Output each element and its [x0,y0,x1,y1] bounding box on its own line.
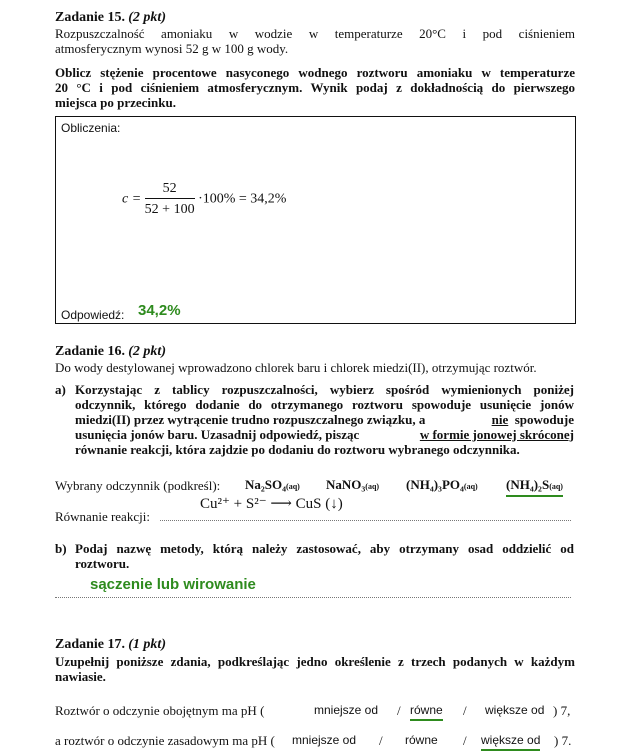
part-a-line3-pre: miedzi(II) przez wytrącenie trudno rozpuszczalnego związku, a [75,412,426,427]
reagent-nano3-formula: NaNO₃ [326,477,366,492]
part-a-line2: odczynnik, którego dodanie do otrzymanego roztworu spowoduje usunięcie jonów [75,397,574,412]
reagent-label: Wybrany odczynnik (podkreśl): [55,478,221,493]
task16-intro: Do wody destylowanej wprowadzono chlorek baru i chlorek miedzi(II), otrzymując roztwór. [55,360,537,375]
part-a-line3-nie: nie [491,412,509,427]
answer-value: 34,2% [138,302,181,319]
reagent-nano3-state: (aq) [365,482,380,491]
task15-question-line1: Oblicz stężenie procentowe nasyconego wodnego roztworu amoniaku w temperaturze [55,65,575,80]
task15-question-line2: 20 °C i pod ciśnieniem atmosferycznym. Wynik podaj z dokładnością do pierwszego [55,80,575,95]
answer-label: Odpowiedź: [61,308,125,322]
reagent-na2so4[interactable] [245,477,300,494]
reagent-nh4-3po4-formula: (NH₄)₃PO₄ [406,477,464,492]
reagent-nh4-2s-formula: (NH₄)₂S [506,477,550,492]
sentence2-suffix: ) 7. [554,733,572,748]
reagent-na2so4-formula: Na₂SO₄ [245,477,287,492]
part-a-line4 [75,427,574,442]
task15-intro-line2: atmosferycznym wynosi 52 g w 100 g wody. [55,41,289,56]
task15-points: (2 pkt) [128,10,166,25]
task15-heading [55,9,166,25]
part-a-line4-pre: usunięcia jonów baru. Uzasadnij odpowiedź, pisząc [75,427,360,442]
part-b-label: b) [55,541,67,556]
part-a-line1: Korzystając z tablicy rozpuszczalności, wybierz spośród wymienionych poniżej [75,382,574,397]
task17-instr-line2: nawiasie. [55,669,106,684]
reagent-nh4-2s-state: (aq) [549,482,563,491]
part-a-line3-tail [492,412,574,427]
task15-question-line3: miejsca po przecinku. [55,95,176,110]
part-b-line2: roztworu. [75,556,130,571]
part-a-line3 [75,412,574,427]
task16-title: Zadanie 16. [55,344,126,359]
task15-title: Zadanie 15. [55,10,126,25]
task17-title: Zadanie 17. [55,637,126,652]
sentence2-prefix: a roztwór o odczynie zasadowym ma pH ( [55,733,275,748]
equation-answer: Cu²⁺ + S²⁻ ⟶ CuS (↓) [200,496,343,512]
task15-intro-line1: Rozpuszczalność amoniaku w wodzie w temperaturze 20°C i pod ciśnieniem [55,26,575,41]
part-a-line5: równanie reakcji, która zajdzie po dodaniu do roztworu wybranego odczynnika. [75,442,520,457]
part-a-line4-underlined: w formie jonowej skróconej [419,427,574,442]
sentence2-option-less[interactable]: mniejsze od [292,733,357,747]
part-b-answer: sączenie lub wirowanie [90,576,256,593]
formula-rhs: ·100% = 34,2% [198,191,287,207]
task17-points: (1 pkt) [128,637,166,652]
sentence1-prefix: Roztwór o odczynie obojętnym ma pH ( [55,703,265,718]
sentence2-sep1: / [379,733,383,748]
sentence1-sep2: / [463,703,467,718]
reagent-na2so4-state: (aq) [286,482,300,491]
formula-lhs: c = [122,191,142,207]
sentence2-sep2: / [463,733,467,748]
equation-answer-line[interactable] [160,520,571,521]
formula-fraction [145,181,195,217]
sentence1-option-less[interactable]: mniejsze od [314,703,379,717]
sentence1-suffix: ) 7, [553,703,571,718]
reagent-nh4-3po4-state: (aq) [463,482,478,491]
calc-label: Obliczenia: [61,121,121,135]
formula-numerator: 52 [145,181,195,199]
task17-heading [55,636,166,652]
part-a-label: a) [55,382,66,397]
task16-points: (2 pkt) [128,344,166,359]
sentence2-option-equal[interactable]: równe [405,733,438,747]
calculation-box[interactable] [55,116,576,324]
sentence2-option-greater-selected[interactable]: większe od [481,733,540,751]
formula-denominator: 52 + 100 [144,202,195,217]
part-b-line1: Podaj nazwę metody, którą należy zastosować, aby otrzymany osad oddzielić od [75,541,574,556]
sentence1-option-greater[interactable]: większe od [485,703,545,717]
reagent-nh4-2s-selected[interactable] [506,477,563,497]
reagent-nh4-3po4[interactable] [406,477,478,494]
part-a-line3-post: spowoduje [514,412,574,427]
sentence1-sep1: / [397,703,401,718]
part-b-answer-line[interactable] [55,597,571,598]
reagent-nano3[interactable] [326,477,379,494]
formula [122,181,286,217]
equation-label: Równanie reakcji: [55,509,150,524]
task16-heading [55,343,166,359]
sentence1-option-equal-selected[interactable]: równe [410,703,443,721]
task17-instr-line1: Uzupełnij poniższe zdania, podkreślając jedno określenie z trzech podanych w każdym [55,654,575,669]
